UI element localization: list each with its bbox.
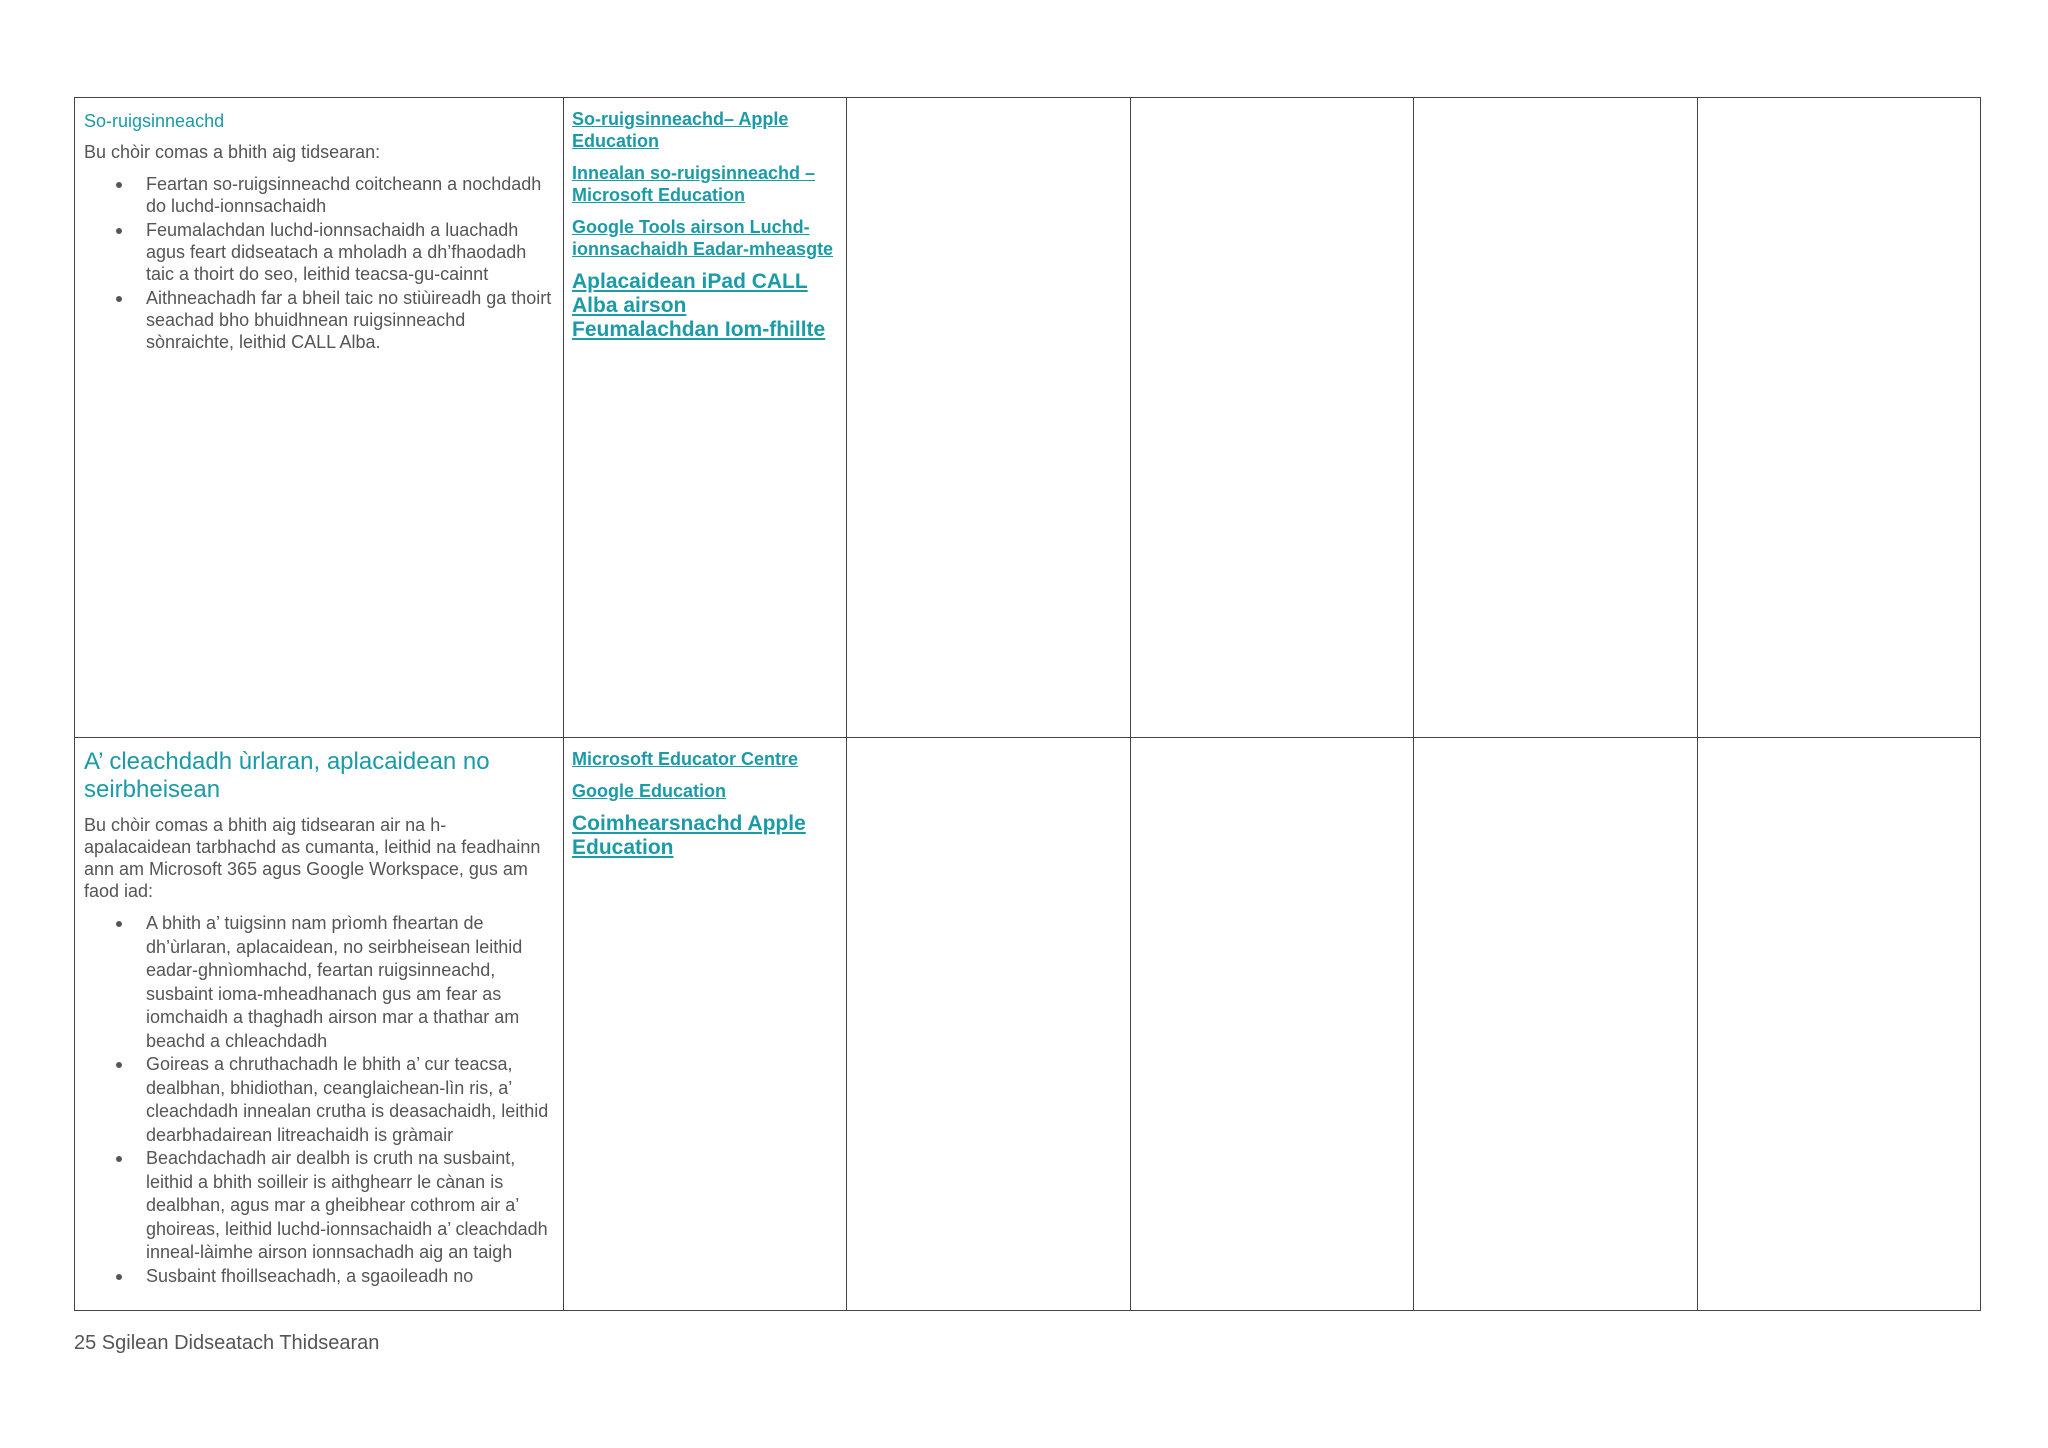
bullet-list bbox=[84, 912, 553, 1288]
empty-cell bbox=[847, 738, 1131, 1311]
bullet-item: Susbaint fhoillseachadh, a sgaoileadh no bbox=[146, 1265, 553, 1289]
empty-cell bbox=[1697, 738, 1981, 1311]
competency-table bbox=[74, 97, 1981, 1311]
bullet-item: Feumalachdan luchd-ionnsachaidh a luachadh agus feart didseatach a mholadh a dh’fhaodadh taic a thoirt do seo, leithid teacsa-gu-cainnt bbox=[146, 219, 553, 285]
section-intro: Bu chòir comas a bhith aig tidsearan air na h-apalacaidean tarbhachd as cumanta, leithid na feadhainn ann am Microsoft 365 agus Google Workspace, gus am faod iad: bbox=[84, 815, 541, 901]
empty-cell bbox=[1414, 98, 1698, 738]
section-intro: Bu chòir comas a bhith aig tidsearan: bbox=[84, 142, 381, 162]
resources-cell bbox=[564, 738, 847, 1311]
resource-link[interactable]: Microsoft Educator Centre bbox=[572, 749, 799, 769]
skill-description-cell bbox=[75, 738, 564, 1311]
bullet-item: Aithneachadh far a bheil taic no stiùireadh ga thoirt seachad bho bhuidhnean ruigsinneachd sònraichte, leithid CALL Alba. bbox=[146, 288, 552, 352]
empty-cell bbox=[1414, 738, 1698, 1311]
resources-cell bbox=[564, 98, 847, 738]
empty-cell bbox=[1130, 738, 1414, 1311]
skill-description-cell bbox=[75, 98, 564, 738]
resource-link[interactable]: Aplacaidean iPad CALL Alba airson Feumalachdan Iom-fhillte bbox=[572, 270, 826, 341]
resource-link[interactable]: So-ruigsinneachd– Apple Education bbox=[572, 109, 789, 151]
bullet-item: Feartan so-ruigsinneachd coitcheann a nochdadh do luchd-ionnsachaidh bbox=[146, 173, 553, 217]
bullet-item: Beachdachadh air dealbh is cruth na susbaint, leithid a bhith soilleir is aithghearr le cànan is dealbhan, agus mar a gheibhear cothrom air a’ ghoireas, leithid luchd-ionnsachaidh a’ cleachdadh inneal-làimhe airson ionnsachadh aig an taigh bbox=[146, 1147, 553, 1265]
empty-cell bbox=[1697, 98, 1981, 738]
bullet-item: Goireas a chruthachadh le bhith a’ cur teacsa, dealbhan, bhidiothan, ceanglaichean-lìn ris, a’ cleachdadh innealan crutha is deasachaidh, leithid dearbhadairean litreachaidh is gràmair bbox=[146, 1053, 553, 1147]
table-row bbox=[75, 738, 1981, 1311]
section-title: A’ cleachdadh ùrlaran, aplacaidean no seirbheisean bbox=[84, 748, 490, 803]
empty-cell bbox=[847, 98, 1131, 738]
empty-cell bbox=[1130, 98, 1414, 738]
bullet-item: A bhith a’ tuigsinn nam prìomh fheartan de dh’ùrlaran, aplacaidean, no seirbheisean leithid eadar-ghnìomhachd, feartan ruigsinneachd, susbaint ioma-mheadhanach gus am fear as iomchaidh a thaghadh airson mar a thathar am beachd a chleachdadh bbox=[146, 912, 553, 1053]
resource-link[interactable]: Google Education bbox=[572, 781, 727, 801]
resource-link[interactable]: Google Tools airson Luchd-ionnsachaidh Eadar-mheasgte bbox=[572, 217, 834, 259]
section-title: So-ruigsinneachd bbox=[84, 111, 225, 131]
resource-link[interactable]: Innealan so-ruigsinneachd – Microsoft Education bbox=[572, 163, 816, 205]
bullet-list bbox=[84, 173, 553, 353]
resource-link[interactable]: Coimhearsnachd Apple Education bbox=[572, 812, 806, 859]
page-footer: 25 Sgilean Didseatach Thidsearan bbox=[74, 1332, 380, 1354]
table-row bbox=[75, 98, 1981, 738]
